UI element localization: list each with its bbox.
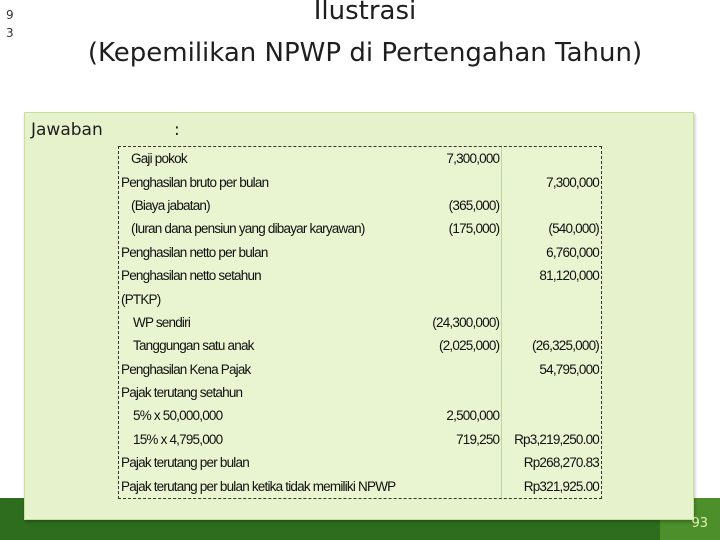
row-description: 15% x 4,795,000: [133, 431, 223, 447]
row-subtotal: [422, 451, 502, 474]
row-description: Tanggungan satu anak: [133, 338, 254, 354]
page-number: 93: [691, 516, 708, 531]
row-total: (26,325,000): [532, 338, 599, 354]
title-line-2: (Kepemilikan NPWP di Pertengahan Tahun): [87, 38, 643, 68]
tax-calculation-body: [119, 147, 601, 498]
row-description: Penghasilan bruto per bulan: [121, 174, 269, 190]
row-total: Rp3,219,250.00: [514, 431, 599, 447]
table-row: [119, 451, 601, 474]
row-subtotal: (2,025,000): [422, 334, 502, 357]
row-description: Gaji pokok: [131, 151, 187, 167]
title-line-1: Ilustrasi: [313, 0, 417, 26]
table-row: [119, 264, 601, 287]
slide-title: [40, 0, 690, 74]
row-subtotal: (175,000): [422, 217, 502, 240]
table-row: [119, 381, 601, 404]
row-subtotal: (365,000): [422, 194, 502, 217]
row-description: Penghasilan Kena Pajak: [121, 361, 251, 377]
table-row: [119, 147, 601, 170]
row-description: Pajak terutang setahun: [121, 385, 243, 401]
table-row: [119, 170, 601, 193]
row-description: Pajak terutang per bulan: [121, 455, 249, 471]
table-row: [119, 404, 601, 427]
row-total: [502, 194, 601, 217]
row-total: [502, 381, 601, 404]
row-total: Rp321,925.00: [523, 478, 599, 494]
row-subtotal: [422, 474, 502, 497]
row-description: (Iuran dana pensiun yang dibayar karyawan): [131, 221, 365, 237]
row-total: [502, 147, 601, 170]
row-total: [502, 311, 601, 334]
row-description: Penghasilan netto setahun: [121, 268, 261, 284]
table-row: [119, 474, 601, 497]
row-subtotal: 2,500,000: [422, 404, 502, 427]
row-total: (540,000): [548, 221, 599, 237]
table-row: [119, 334, 601, 357]
row-subtotal: [422, 241, 502, 264]
row-total: 54,795,000: [539, 361, 599, 377]
row-subtotal: [422, 358, 502, 381]
row-description: 5% x 50,000,000: [133, 408, 223, 424]
answer-colon: :: [174, 120, 180, 140]
row-description: (PTKP): [121, 291, 161, 307]
row-total: 6,760,000: [546, 244, 599, 260]
row-subtotal: 719,250: [422, 428, 502, 451]
row-total: [502, 287, 601, 310]
table-row: [119, 428, 601, 451]
row-total: 81,120,000: [539, 268, 599, 284]
tax-calculation-table: [118, 146, 602, 499]
slide-number-top: [6, 6, 14, 42]
row-subtotal: [422, 381, 502, 404]
row-description: Pajak terutang per bulan ketika tidak memiliki NPWP: [121, 478, 396, 494]
row-subtotal: 7,300,000: [422, 147, 502, 170]
table-row: [119, 194, 601, 217]
row-subtotal: [422, 287, 502, 310]
table-row: [119, 217, 601, 240]
row-subtotal: [422, 264, 502, 287]
table-row: [119, 358, 601, 381]
row-total: 7,300,000: [546, 174, 599, 190]
table-row: [119, 241, 601, 264]
row-total: Rp268,270.83: [523, 455, 599, 471]
answer-label: Jawaban: [31, 120, 103, 140]
row-subtotal: (24,300,000): [422, 311, 502, 334]
row-description: WP sendiri: [133, 314, 191, 330]
slide-number-digit: 9: [6, 8, 14, 22]
row-description: Penghasilan netto per bulan: [121, 244, 268, 260]
table-row: [119, 287, 601, 310]
table-row: [119, 311, 601, 334]
slide-number-digit: 3: [6, 26, 14, 40]
row-subtotal: [422, 170, 502, 193]
row-description: (Biaya jabatan): [131, 197, 210, 213]
row-total: [502, 404, 601, 427]
